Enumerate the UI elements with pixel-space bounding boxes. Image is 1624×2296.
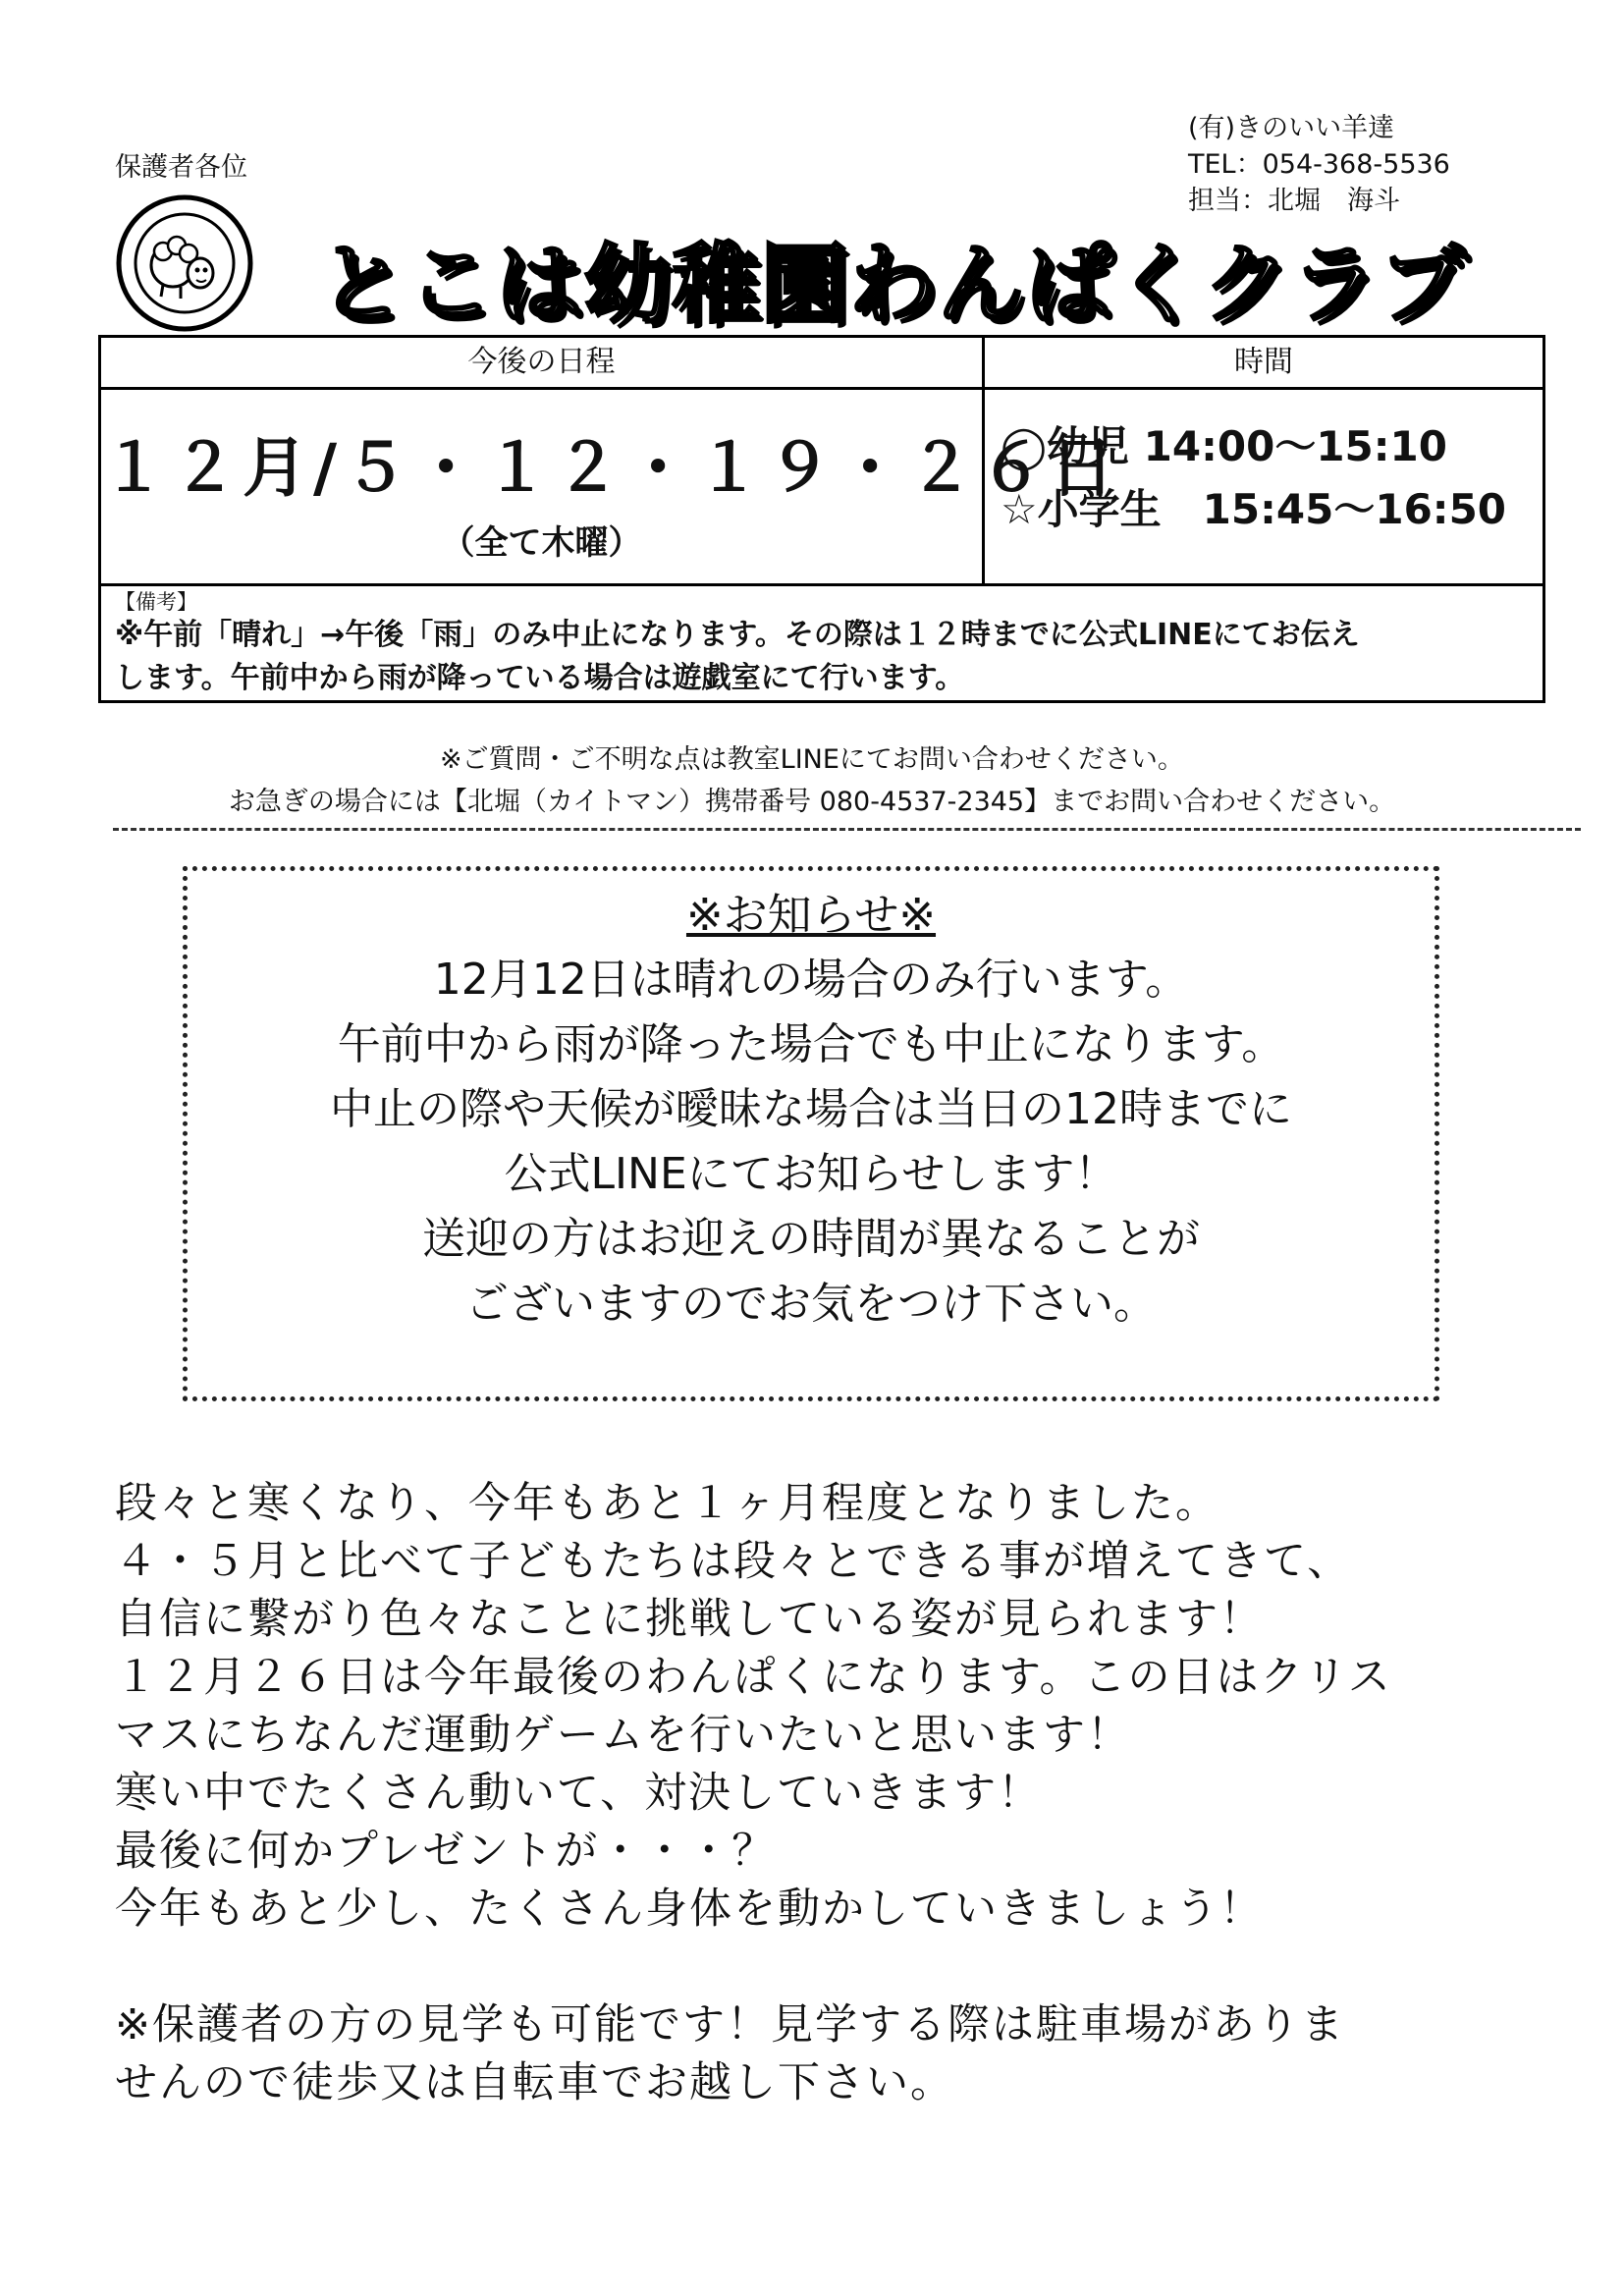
sheep-logo-icon [116, 194, 253, 332]
addressee: 保護者各位 [115, 152, 247, 183]
notice-line: 公式LINEにてお知らせします！ [504, 1149, 1118, 1199]
schedule-table [98, 335, 1545, 703]
notice-line: 午前中から雨が降った場合でも中止になります。 [337, 1019, 1285, 1069]
dates-cell [101, 390, 1121, 586]
body-line: 最後に何かプレゼントが・・・？ [115, 1827, 777, 1876]
body-line: １２月２６日は今年最後のわんぱくになります。この日はクリス [115, 1653, 1392, 1702]
paragraph-gap [115, 1939, 1392, 1996]
notice-line: ございますのでお気をつけ下さい。 [465, 1279, 1157, 1329]
notes-text [115, 614, 1529, 700]
body-line: 今年もあと少し、たくさん身体を動かしていきましょう！ [115, 1885, 1264, 1934]
notice-title: ※お知らせ※ [685, 889, 937, 941]
notice-line: 中止の際や天候が曖昧な場合は当日の12時までに [330, 1084, 1292, 1134]
footer-line: ※保護者の方の見学も可能です！見学する際は駐車場がありま [115, 2000, 1346, 2050]
schedule-dates: １２月/５・１２・１９・２６日 [101, 430, 1121, 506]
time-elementary: ☆小学生 15:45～16:50 [1001, 485, 1507, 533]
page-title: とこは幼稚園わんぱくクラブ [319, 234, 1469, 335]
dashed-divider [113, 828, 1581, 831]
time-infant: ◯幼児 14:00～15:10 [1001, 422, 1448, 470]
notice-line: 送迎の方はお迎えの時間が異なることが [422, 1214, 1200, 1264]
dates-header: 今後の日程 [101, 338, 985, 390]
body-line: 自信に繋がり色々なことに挑戦している姿が見られます！ [115, 1595, 1264, 1644]
contact-line-urgent: お急ぎの場合には【北堀（カイトマン）携帯番号 080-4537-2345】までお問い合わせください。 [228, 787, 1396, 817]
body-text [115, 1475, 1392, 2112]
times-cell [985, 390, 1543, 586]
body-line: ４・５月と比べて子どもたちは段々とできる事が増えてきて、 [115, 1537, 1352, 1586]
notice-text [188, 948, 1435, 1337]
notice-box [183, 866, 1439, 1401]
notes-header: 【備考】 [115, 590, 197, 614]
company-contact-person: 担当：北堀 海斗 [1188, 186, 1400, 216]
footer-line: せんので徒歩又は自転車でお越し下さい。 [115, 2058, 954, 2107]
schedule-dates-note: （全て木曜） [441, 523, 642, 563]
body-line: マスにちなんだ運動ゲームを行いたいと思います！ [115, 1711, 1131, 1760]
body-line: 段々と寒くなり、今年もあと１ヶ月程度となりました。 [115, 1479, 1219, 1528]
company-phone: TEL：054-368-5536 [1188, 149, 1450, 180]
time-header: 時間 [985, 338, 1543, 390]
body-line: 寒い中でたくさん動いて、対決していきます！ [115, 1769, 1043, 1818]
notes-line: ※午前「晴れ」→午後「雨」のみ中止になります。その際は１２時までに公式LINEにてお伝え [115, 618, 1360, 652]
notice-line: 12月12日は晴れの場合のみ行います。 [433, 955, 1189, 1005]
contact-line-inquiry: ※ご質問・ご不明な点は教室LINEにてお問い合わせください。 [440, 744, 1184, 775]
company-info [1188, 110, 1450, 219]
notes-cell [101, 586, 1543, 700]
company-name: (有)きのいい羊達 [1188, 113, 1395, 143]
notes-line: します。午前中から雨が降っている場合は遊戯室にて行います。 [115, 661, 965, 695]
